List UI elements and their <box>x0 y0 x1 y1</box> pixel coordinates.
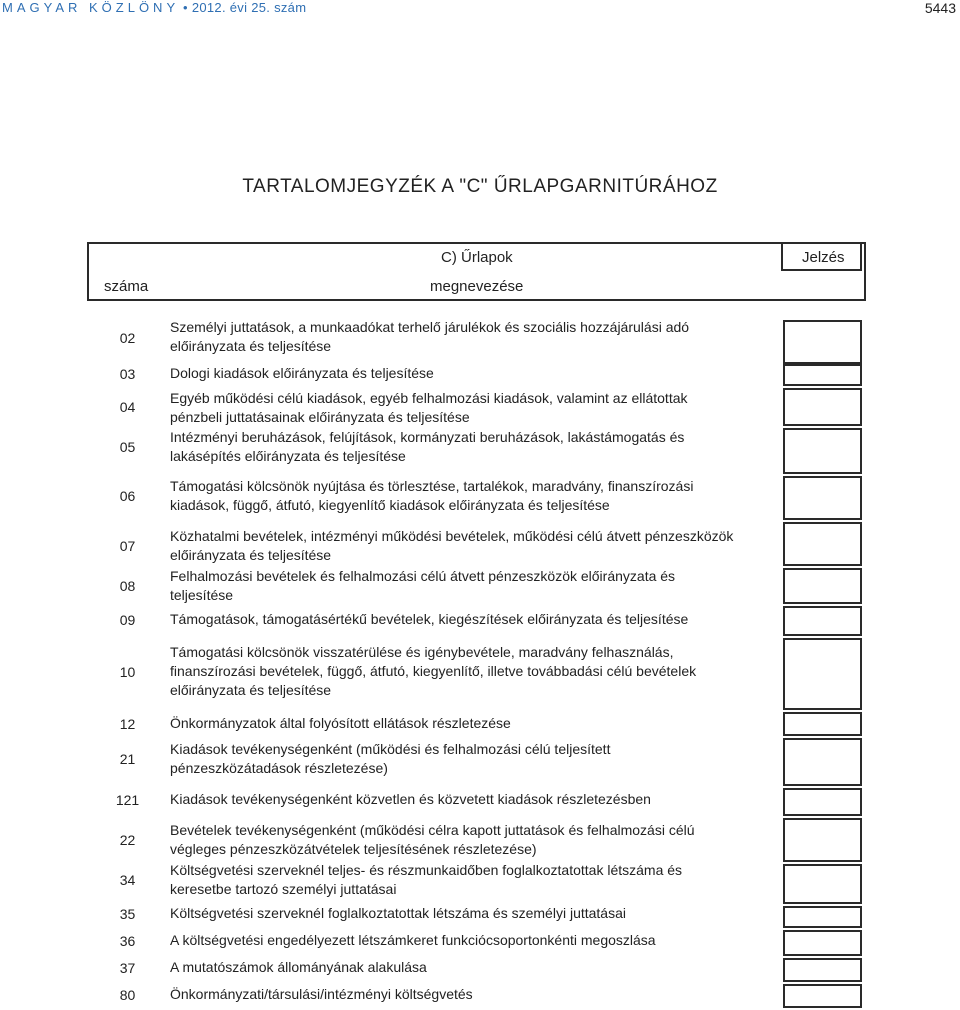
form-number: 02 <box>119 330 136 346</box>
mark-checkbox[interactable] <box>783 320 862 364</box>
description-line: pénzeszközátadások részletezése) <box>170 760 388 776</box>
form-number: 35 <box>119 906 136 922</box>
description-line: Bevételek tevékenységenként (működési célra kapott juttatások és felhalmozási célú <box>170 822 695 838</box>
form-number: 22 <box>119 832 136 848</box>
form-description <box>170 428 795 466</box>
mark-checkbox[interactable] <box>783 606 862 636</box>
mark-checkbox[interactable] <box>783 428 862 474</box>
description-line: Költségvetési szerveknél teljes- és részmunkaidőben foglalkoztatottak létszáma és <box>170 862 683 878</box>
description-line: Közhatalmi bevételek, intézményi működési bevételek, működési célú átvett pénzeszközök <box>170 528 734 544</box>
page-number: 5443 <box>924 0 956 16</box>
mark-checkbox[interactable] <box>783 864 862 904</box>
form-description <box>170 389 795 427</box>
form-description <box>170 740 795 778</box>
description-line: Költségvetési szerveknél foglalkoztatottak létszáma és személyi juttatásai <box>170 905 626 921</box>
mark-checkbox[interactable] <box>783 476 862 520</box>
running-head-left <box>2 0 306 15</box>
mark-checkbox[interactable] <box>783 984 862 1008</box>
page-title: TARTALOMJEGYZÉK A "C" ŰRLAPGARNITÚRÁHOZ <box>242 176 718 197</box>
description-line: Személyi juttatások, a munkaadókat terhelő járulékok és szociális hozzájárulási adó <box>170 319 690 335</box>
form-number: 05 <box>119 439 136 455</box>
form-description <box>170 861 795 899</box>
form-description <box>170 567 795 605</box>
form-number: 09 <box>119 612 136 628</box>
description-line: előirányzata és teljesítése <box>170 338 332 354</box>
header-group-label: C) Űrlapok <box>441 249 513 266</box>
mark-checkbox[interactable] <box>783 388 862 426</box>
form-description <box>170 714 795 733</box>
description-line: Egyéb működési célú kiadások, egyéb felhalmozási kiadások, valamint az ellátottak <box>170 390 688 406</box>
form-number: 10 <box>119 664 136 680</box>
header-mark-label: Jelzés <box>802 249 845 266</box>
issue-label: 2012. évi 25. szám <box>191 0 307 15</box>
description-line: keresetbe tartozó személyi juttatásai <box>170 881 397 897</box>
mark-checkbox[interactable] <box>783 906 862 928</box>
form-number: 04 <box>119 399 136 415</box>
mark-checkbox[interactable] <box>783 930 862 956</box>
description-line: Kiadások tevékenységenként (működési és felhalmozási célú teljesített <box>170 741 611 757</box>
form-description <box>170 643 795 700</box>
description-line: Önkormányzatok által folyósított ellátások részletezése <box>170 715 511 731</box>
form-number: 36 <box>119 933 136 949</box>
description-line: pénzbeli juttatásainak előirányzata és teljesítése <box>170 409 470 425</box>
description-line: Támogatások, támogatásértékű bevételek, kiegészítések előirányzata és teljesítése <box>170 611 689 627</box>
form-description <box>170 790 795 809</box>
mark-checkbox[interactable] <box>783 738 862 786</box>
mark-checkbox[interactable] <box>783 818 862 862</box>
description-line: finanszírozási bevételek, függő, átfutó, kiegyenlítő, illetve továbbadási célú bevételek <box>170 663 697 679</box>
form-number: 21 <box>119 751 136 767</box>
form-number: 34 <box>119 872 136 888</box>
form-description <box>170 610 795 629</box>
form-number: 12 <box>119 716 136 732</box>
mark-checkbox[interactable] <box>783 958 862 982</box>
description-line: előirányzata és teljesítése <box>170 547 332 563</box>
bullet-separator: • <box>183 0 188 15</box>
form-number: 06 <box>119 488 136 504</box>
form-number: 08 <box>119 578 136 594</box>
form-description <box>170 477 795 515</box>
description-line: Dologi kiadások előirányzata és teljesítése <box>170 365 434 381</box>
form-number: 37 <box>119 960 136 976</box>
form-number: 07 <box>119 538 136 554</box>
mark-checkbox[interactable] <box>783 568 862 604</box>
description-line: teljesítése <box>170 587 234 603</box>
form-number: 80 <box>119 987 136 1003</box>
description-line: Támogatási kölcsönök nyújtása és törlesztése, tartalékok, maradvány, finanszírozási <box>170 478 694 494</box>
description-line: Támogatási kölcsönök visszatérülése és igénybevétele, maradvány felhasználás, <box>170 644 674 660</box>
header-number-label: száma <box>104 278 149 295</box>
form-description <box>170 527 795 565</box>
form-description <box>170 985 795 1004</box>
mark-checkbox[interactable] <box>783 712 862 736</box>
description-line: Felhalmozási bevételek és felhalmozási célú átvett pénzeszközök előirányzata és <box>170 568 676 584</box>
mark-checkbox[interactable] <box>783 522 862 566</box>
description-line: Önkormányzati/társulási/intézményi költségvetés <box>170 986 473 1002</box>
form-description <box>170 318 795 356</box>
form-description <box>170 931 795 950</box>
journal-name: MAGYAR KÖZLÖNY <box>2 0 180 15</box>
header-name-label: megnevezése <box>430 278 524 295</box>
description-line: A mutatószámok állományának alakulása <box>170 959 427 975</box>
mark-checkbox[interactable] <box>783 638 862 710</box>
form-description <box>170 821 795 859</box>
description-line: kiadások, függő, átfutó, kiegyenlítő kiadások előirányzata és teljesítése <box>170 497 610 513</box>
description-line: Kiadások tevékenységenként közvetlen és közvetett kiadások részletezésben <box>170 791 651 807</box>
form-description <box>170 364 795 383</box>
description-line: lakásépítés előirányzata és teljesítése <box>170 448 406 464</box>
form-number: 03 <box>119 366 136 382</box>
form-description <box>170 958 795 977</box>
form-description <box>170 904 795 923</box>
mark-checkbox[interactable] <box>783 788 862 816</box>
form-number: 121 <box>115 792 140 808</box>
description-line: Intézményi beruházások, felújítások, kormányzati beruházások, lakástámogatás és <box>170 429 685 445</box>
description-line: A költségvetési engedélyezett létszámkeret funkciócsoportonkénti megoszlása <box>170 932 656 948</box>
description-line: végleges pénzeszközátvételek teljesítésének részletezése) <box>170 841 537 857</box>
description-line: előirányzata és teljesítése <box>170 682 332 698</box>
mark-checkbox[interactable] <box>783 364 862 386</box>
